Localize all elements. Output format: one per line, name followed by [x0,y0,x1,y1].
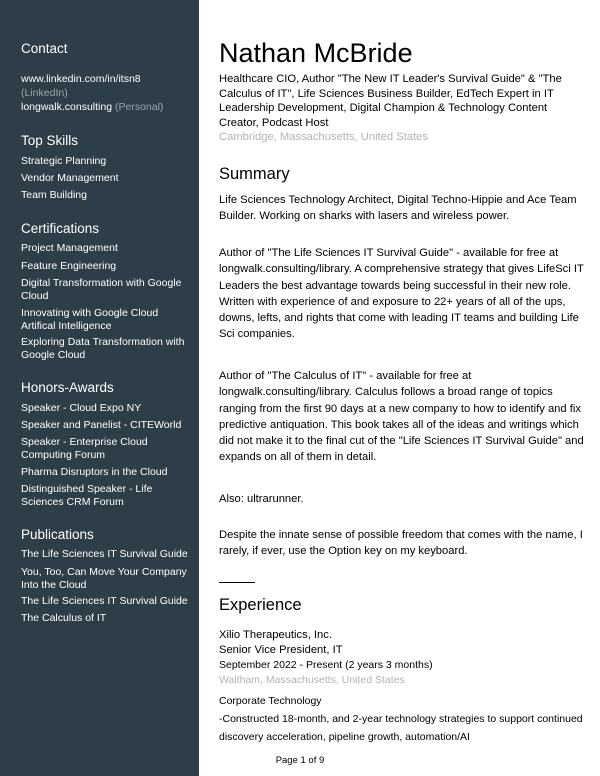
summary-paragraph: Despite the innate sense of possible freedom that comes with the name, I rarely, if ever, use the Option key on my keyboard. [219,529,583,558]
publications-heading: Publications [21,527,94,542]
section-divider [219,582,255,583]
honor-item: Speaker - Cloud Expo NY [21,402,142,414]
summary-heading: Summary [219,165,290,183]
profile-headline: Healthcare CIO, Author "The New IT Leader's Survival Guide" & "The Calculus of IT", Life Sciences Business Builder, EdTech Expert in IT Leadership Development, Digital Champion & Technology Content Creator, Podcast Host [219,73,562,129]
experience-dates: September 2022 - Present (2 years 3 months) [219,659,433,671]
publication-item: The Calculus of IT [21,612,107,624]
experience-title: Senior Vice President, IT [219,644,343,656]
certification-item: Innovating with Google Cloud Artifical Intelligence [21,307,159,332]
page-footer: Page 1 of 9 [275,755,325,766]
experience-location: Waltham, Massachusetts, United States [219,674,405,686]
publication-item: The Life Sciences IT Survival Guide [21,548,188,560]
honors-heading: Honors-Awards [21,380,114,395]
summary-paragraph: Also: ultrarunner. [219,493,304,505]
honor-item: Speaker and Panelist - CITEWorld [21,419,182,431]
honor-item: Distinguished Speaker - Life Sciences CRM Forum [21,483,153,508]
website-label: (Personal) [114,101,164,113]
skill-item: Vendor Management [21,172,119,184]
linkedin-link[interactable]: www.linkedin.com/in/itsn8 [21,73,141,85]
linkedin-label: (LinkedIn) [21,87,68,99]
profile-location: Cambridge, Massachusetts, United States [219,131,428,143]
certification-item: Feature Engineering [21,260,117,272]
honor-item: Pharma Disruptors in the Cloud [21,466,168,478]
summary-paragraph: Author of "The Life Sciences IT Survival Guide" - available for free at longwalk.consulting/library. A comprehensive strategy that gives LifeSci IT Leaders the best advantage towards being successful in their new role. Written with experience of and exposure to 22+ years of all of the ups, downs, lefts, and rights that come with leading IT teams and building Life Sci companies. [219,247,584,341]
profile-name: Nathan McBride [219,38,413,68]
skill-item: Strategic Planning [21,155,107,167]
certification-item: Digital Transformation with Google Cloud [21,277,182,302]
publication-item: You, Too, Can Move Your Company Into the Cloud [21,566,187,591]
skill-item: Team Building [21,189,87,201]
summary-paragraph: Life Sciences Technology Architect, Digital Techno-Hippie and Ace Team Builder. Working on sharks with lasers and wireless power. [219,194,577,223]
experience-description: -Constructed 18-month, and 2-year technology strategies to support continued discovery acceleration, pipeline growth, automation/AI [219,713,583,743]
summary-paragraph: Author of "The Calculus of IT" - available for free at longwalk.consulting/library. Calculus follows a broad range of topics ranging from the first 90 days at a new company to how to identify and fix predictive antiquation. This book takes all of the ideas and writings which did not make it to the final cut of the "Life Sciences IT Survival Guide" and expands on all of them in detail. [219,370,584,464]
certification-item: Exploring Data Transformation with Google Cloud [21,336,185,361]
sidebar [0,0,199,776]
experience-company: Xilio Therapeutics, Inc. [219,629,332,641]
top-skills-heading: Top Skills [21,133,79,148]
experience-heading: Experience [219,596,302,614]
experience-team: Corporate Technology [219,695,322,707]
publication-item: The Life Sciences IT Survival Guide [21,595,188,607]
website-link[interactable]: longwalk.consulting (Personal) [21,101,164,113]
certifications-heading: Certifications [21,221,100,236]
contact-heading: Contact [21,41,68,56]
certification-item: Project Management [21,242,118,254]
honor-item: Speaker - Enterprise Cloud Computing Forum [21,436,148,461]
